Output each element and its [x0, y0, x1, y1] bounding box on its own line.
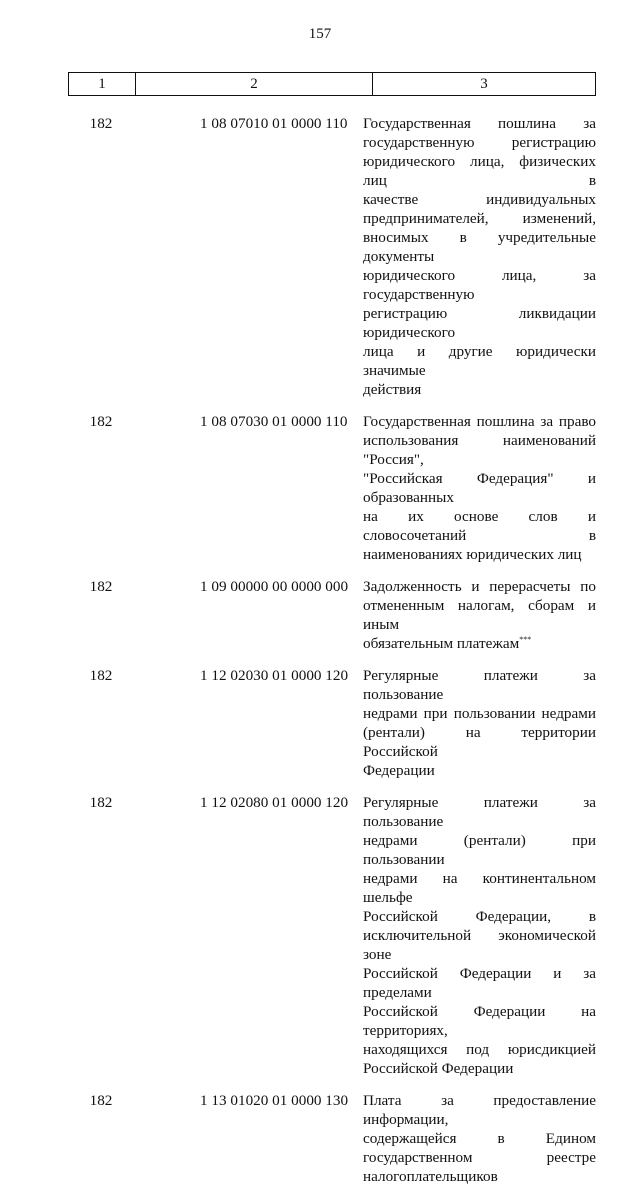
revenue-name-line: действия	[363, 381, 422, 398]
footnote-mark: ***	[519, 634, 532, 644]
revenue-name-line: "Российская Федерация" и образованных	[363, 470, 596, 506]
admin-code: 182	[89, 578, 113, 595]
revenue-name-line: находящихся под юрисдикцией	[363, 1041, 596, 1058]
revenue-name-line: отмененным налогам, сборам и иным	[363, 597, 596, 633]
header-col-1: 1	[69, 73, 136, 96]
revenue-name-line: лица и другие юридически значимые	[363, 343, 596, 379]
admin-code: 182	[89, 794, 113, 811]
budget-classification-code: 1 09 00000 00 0000 000	[200, 578, 349, 595]
revenue-name-line: Федерации	[363, 762, 435, 779]
revenue-name-line: государственном реестре	[363, 1149, 596, 1166]
revenue-name-line: Государственная пошлина за право	[363, 413, 596, 430]
revenue-name-line: Задолженность и перерасчеты по	[363, 578, 596, 595]
budget-classification-code: 1 12 02080 01 0000 120	[200, 794, 349, 811]
revenue-name-line: налогоплательщиков	[363, 1168, 498, 1185]
revenue-name	[356, 793, 596, 1078]
admin-code: 182	[89, 413, 113, 430]
revenue-name	[356, 114, 596, 399]
admin-code: 182	[89, 667, 113, 684]
budget-classification-code: 1 13 01020 01 0000 130	[200, 1092, 349, 1109]
revenue-name	[356, 1091, 596, 1186]
revenue-name-line: юридического лица, за государственную	[363, 267, 596, 303]
page-number: 157	[308, 26, 332, 42]
table-row	[68, 793, 596, 1078]
header-col-2: 2	[136, 73, 373, 96]
revenue-name-line: Регулярные платежи за пользование	[363, 794, 596, 830]
revenue-name-line: недрами при пользовании недрами	[363, 705, 596, 722]
revenue-name-line: Регулярные платежи за пользование	[363, 667, 596, 703]
budget-classification-code: 1 12 02030 01 0000 120	[200, 667, 349, 684]
table-row	[68, 114, 596, 399]
budget-classification-code: 1 08 07030 01 0000 110	[200, 413, 348, 430]
table-body	[68, 114, 596, 1199]
revenue-name-line: недрами (рентали) при пользовании	[363, 832, 596, 868]
header-col-3: 3	[373, 73, 596, 96]
revenue-name-line: недрами на континентальном шельфе	[363, 870, 596, 906]
revenue-name-line: Российской Федерации	[363, 1060, 514, 1077]
revenue-name-line: юридического лица, физических лиц в	[363, 153, 596, 189]
revenue-name-line: исключительной экономической зоне	[363, 927, 596, 963]
revenue-name-line: качестве индивидуальных	[363, 191, 596, 208]
revenue-name-line: регистрацию ликвидации юридического	[363, 305, 596, 341]
revenue-name-line: государственную регистрацию	[363, 134, 596, 151]
admin-code: 182	[89, 115, 113, 132]
revenue-name	[356, 577, 596, 653]
table-row	[68, 1091, 596, 1186]
revenue-name-line: вносимых в учредительные документы	[363, 229, 596, 265]
revenue-name	[356, 666, 596, 780]
revenue-name-line: Российской Федерации и за пределами	[363, 965, 596, 1001]
revenue-name-line: Российской Федерации, в	[363, 908, 596, 925]
budget-classification-code: 1 08 07010 01 0000 110	[200, 115, 348, 132]
revenue-name-line: предпринимателей, изменений,	[363, 210, 596, 227]
revenue-name-line: использования наименований "Россия",	[363, 432, 596, 468]
table-row	[68, 577, 596, 653]
table-row	[68, 666, 596, 780]
revenue-name-line: наименованиях юридических лиц	[363, 546, 582, 563]
revenue-name-line: Плата за предоставление информации,	[363, 1092, 596, 1128]
revenue-name-line: на их основе слов и словосочетаний в	[363, 508, 596, 544]
revenue-name-line: Государственная пошлина за	[363, 115, 596, 132]
revenue-name-line: Российской Федерации на территориях,	[363, 1003, 596, 1039]
table-row	[68, 412, 596, 564]
table-header	[68, 72, 596, 96]
revenue-name-line: обязательным платежам***	[363, 634, 532, 652]
revenue-name	[356, 412, 596, 564]
revenue-name-line: (рентали) на территории Российской	[363, 724, 596, 760]
revenue-name-line: содержащейся в Едином	[363, 1130, 596, 1147]
admin-code: 182	[89, 1092, 113, 1109]
